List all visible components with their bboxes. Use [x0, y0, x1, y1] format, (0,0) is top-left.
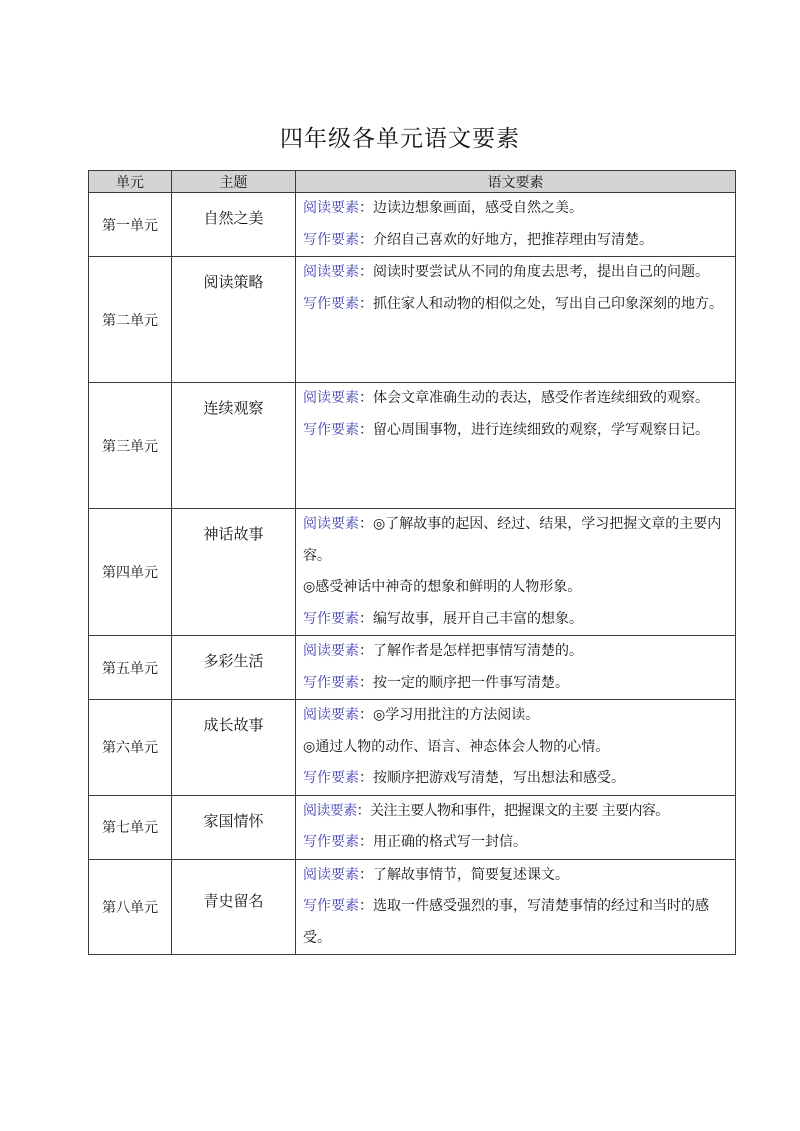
element-text: ：◎学习用批注的方法阅读。 [359, 707, 540, 723]
theme-label: 自然之美 [203, 209, 264, 227]
page-title: 四年级各单元语文要素 [280, 126, 520, 152]
element-line [303, 572, 731, 604]
reading-label: 阅读要素 [303, 390, 359, 406]
element-text: ：阅读时要尝试从不同的角度去思考，提出自己的问题。 [359, 264, 709, 280]
writing-label: 写作要素 [303, 898, 359, 914]
reading-label: 阅读要素 [303, 866, 359, 883]
reading-label: 阅读要素 [303, 643, 359, 659]
element-text: ：编写故事，展开自己丰富的想象。 [359, 610, 583, 627]
element-text: ：了解作者是怎样把事情写清楚的。 [359, 643, 583, 659]
header-theme: 主题 [172, 171, 296, 193]
element-text: ：选取一件感受强烈的事，写清楚事情的经过和当时的感受。 [303, 898, 709, 946]
theme-cell [172, 636, 296, 700]
element-text: ◎感受神话中神奇的想象和鲜明的人物形象。 [303, 579, 582, 595]
element-line [303, 891, 731, 954]
table-row [89, 859, 736, 955]
element-text: ：留心周围事物，进行连续细致的观察，学写观察日记。 [359, 421, 709, 438]
theme-label: 青史留名 [203, 891, 264, 910]
unit-cell: 第六单元 [89, 700, 172, 796]
unit-cell: 第八单元 [89, 859, 172, 955]
element-line [303, 383, 731, 415]
table-row [89, 509, 736, 636]
element-line [303, 700, 731, 732]
element-text: ：按顺序把游戏写清楚，写出想法和感受。 [359, 770, 625, 786]
element-line [303, 763, 731, 795]
theme-cell [172, 509, 296, 636]
theme-label: 多彩生活 [203, 652, 264, 670]
element-line [303, 289, 731, 321]
element-text: ：用正确的格式写一封信。 [359, 834, 527, 850]
elements-table [88, 170, 736, 955]
element-text: ：介绍自己喜欢的好地方，把推荐理由写清楚。 [359, 231, 653, 248]
table-row [89, 636, 736, 700]
element-line [303, 668, 731, 700]
element-line [303, 732, 731, 764]
element-text: ：关注主要人物和事件，把握课文的主要 主要内容。 [356, 802, 669, 819]
table-row [89, 193, 736, 257]
element-text: ：按一定的顺序把一件事写清楚。 [359, 674, 569, 691]
table-row [89, 795, 736, 859]
table-row [89, 700, 736, 796]
writing-label: 写作要素 [303, 231, 359, 248]
table-row [89, 257, 736, 383]
elements-cell [296, 859, 736, 955]
element-line [303, 415, 731, 447]
writing-label: 写作要素 [303, 834, 359, 850]
header-elements: 语文要素 [296, 171, 736, 193]
writing-label: 写作要素 [303, 421, 359, 438]
element-line [303, 827, 731, 859]
elements-cell [296, 795, 736, 859]
unit-cell: 第七单元 [89, 795, 172, 859]
theme-label: 成长故事 [203, 716, 264, 734]
header-unit: 单元 [89, 171, 172, 193]
element-text: ：了解故事情节，简要复述课文。 [359, 866, 569, 883]
elements-cell [296, 509, 736, 636]
unit-cell: 第五单元 [89, 636, 172, 700]
element-line [303, 509, 731, 572]
element-line [303, 796, 731, 828]
theme-cell [172, 193, 296, 257]
theme-cell [172, 257, 296, 383]
reading-label: 阅读要素 [303, 707, 359, 723]
theme-cell [172, 383, 296, 509]
element-text: ：体会文章准确生动的表达，感受作者连续细致的观察。 [359, 390, 709, 406]
element-text: ：抓住家人和动物的相似之处，写出自己印象深刻的地方。 [359, 295, 723, 312]
element-line [303, 225, 731, 257]
theme-label: 阅读策略 [203, 273, 264, 291]
elements-cell [296, 700, 736, 796]
element-line [303, 193, 731, 225]
unit-cell: 第四单元 [89, 509, 172, 636]
elements-cell [296, 193, 736, 257]
writing-label: 写作要素 [303, 295, 359, 312]
element-line [303, 604, 731, 636]
element-line [303, 860, 731, 892]
elements-cell [296, 257, 736, 383]
reading-label: 阅读要素 [303, 264, 359, 280]
theme-cell [172, 859, 296, 955]
theme-label: 家国情怀 [203, 811, 264, 830]
theme-label: 神话故事 [203, 525, 264, 543]
writing-label: 写作要素 [303, 674, 359, 691]
unit-cell: 第一单元 [89, 193, 172, 257]
theme-label: 连续观察 [203, 399, 264, 417]
unit-cell: 第三单元 [89, 383, 172, 509]
theme-cell [172, 795, 296, 859]
element-text: ：边读边想象画面，感受自然之美。 [359, 200, 583, 216]
writing-label: 写作要素 [303, 610, 359, 627]
element-text: ◎通过人物的动作、语言、神态体会人物的心情。 [303, 738, 610, 755]
elements-cell [296, 383, 736, 509]
element-line [303, 636, 731, 668]
elements-cell [296, 636, 736, 700]
reading-label: 阅读要素 [303, 516, 359, 532]
writing-label: 写作要素 [303, 770, 359, 786]
unit-cell: 第二单元 [89, 257, 172, 383]
reading-label: 阅读要素 [303, 200, 359, 216]
element-text: ：◎了解故事的起因、经过、结果，学习把握文章的主要内容。 [303, 516, 722, 564]
reading-label: 阅读要素 [303, 802, 357, 819]
table-row [89, 383, 736, 509]
table-header-row [89, 171, 736, 193]
theme-cell [172, 700, 296, 796]
element-line [303, 257, 731, 289]
